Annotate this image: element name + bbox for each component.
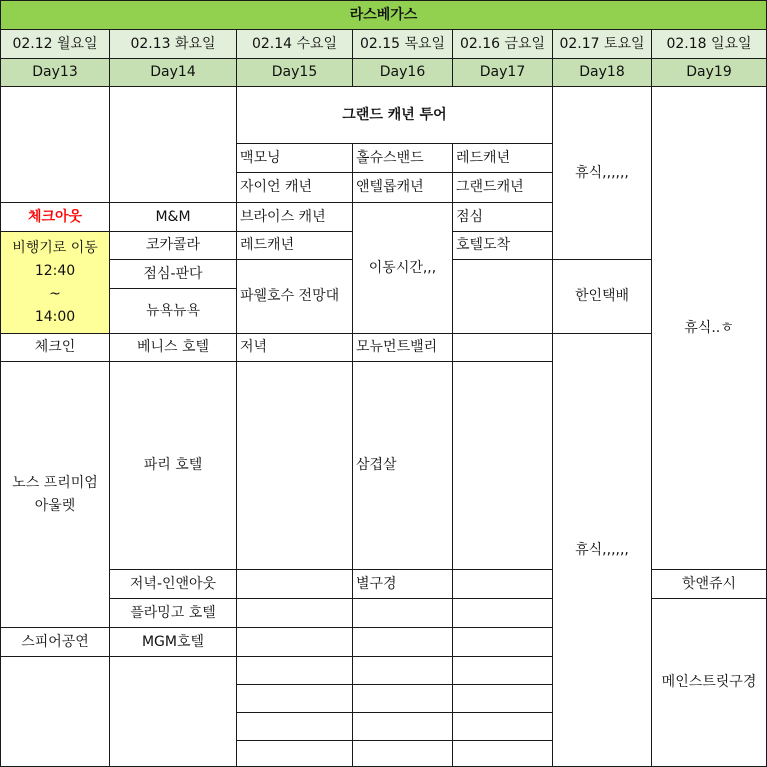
day16-empty-cell bbox=[353, 628, 453, 657]
day15-empty-cell bbox=[237, 628, 353, 657]
date-header: 02.14 수요일 bbox=[237, 30, 353, 59]
day15-empty-cell bbox=[237, 599, 353, 628]
flight-depart: 12:40 bbox=[34, 262, 76, 279]
day13-empty-cell bbox=[1, 657, 110, 767]
day-header: Day18 bbox=[553, 59, 652, 87]
day14-dinner: 저녁-인앤아웃 bbox=[110, 570, 237, 599]
page-title: 라스베가스 bbox=[1, 1, 767, 30]
day16-antelope: 앤텔롭캐년 bbox=[353, 173, 453, 203]
day16-empty-cell bbox=[353, 657, 453, 685]
day19-rest: 휴식..ㅎ bbox=[652, 87, 767, 570]
date-header: 02.17 토요일 bbox=[553, 30, 652, 59]
day-header: Day13 bbox=[1, 59, 110, 87]
day15-empty-cell bbox=[237, 570, 353, 599]
grand-canyon-tour-banner: 그랜드 캐년 투어 bbox=[237, 87, 553, 144]
day18-delivery: 한인택배 bbox=[553, 260, 652, 334]
day18-rest-1: 휴식,,,,,, bbox=[553, 87, 652, 260]
day17-lunch: 점심 bbox=[453, 203, 553, 232]
date-header: 02.15 목요일 bbox=[353, 30, 453, 59]
day15-empty-cell bbox=[237, 685, 353, 713]
flight-tilde: ~ bbox=[49, 285, 61, 302]
day-header: Day19 bbox=[652, 59, 767, 87]
day17-empty-cell bbox=[453, 334, 553, 362]
day14-mm: M&M bbox=[110, 203, 237, 232]
day15-empty-cell bbox=[237, 657, 353, 685]
day14-cocacola: 코카콜라 bbox=[110, 232, 237, 260]
day19-hotnjuicy: 핫앤쥬시 bbox=[652, 570, 767, 599]
date-header: 02.16 금요일 bbox=[453, 30, 553, 59]
day15-bryce: 브라이스 캐년 bbox=[237, 203, 353, 232]
day14-lunch: 점심-판다 bbox=[110, 260, 237, 289]
day-header: Day15 bbox=[237, 59, 353, 87]
day-header: Day17 bbox=[453, 59, 553, 87]
outlet-line-1: 노스 프리미엄 bbox=[12, 474, 98, 491]
day13-empty-cell bbox=[1, 87, 110, 203]
day16-empty-cell bbox=[353, 685, 453, 713]
day13-outlet bbox=[1, 362, 110, 628]
day13-checkout: 체크아웃 bbox=[1, 203, 110, 232]
day17-empty-cell bbox=[453, 599, 553, 628]
date-header: 02.12 월요일 bbox=[1, 30, 110, 59]
outlet-line-2: 아울렛 bbox=[34, 497, 76, 514]
day17-empty-cell bbox=[453, 362, 553, 570]
day16-moving-time: 이동시간,,, bbox=[353, 203, 453, 334]
day15-redcanyon: 레드캐년 bbox=[237, 232, 353, 260]
day17-empty-cell bbox=[453, 657, 553, 685]
day14-venice: 베니스 호텔 bbox=[110, 334, 237, 362]
day18-rest-2: 휴식,,,,,, bbox=[553, 334, 652, 767]
day17-redcanyon: 레드캐년 bbox=[453, 144, 553, 173]
day15-zion: 자이언 캐년 bbox=[237, 173, 353, 203]
day14-paris: 파리 호텔 bbox=[110, 362, 237, 570]
day15-empty-cell bbox=[237, 362, 353, 570]
flight-label: 비행기로 이동 bbox=[12, 239, 98, 256]
day16-empty-cell bbox=[353, 741, 453, 767]
date-header: 02.18 일요일 bbox=[652, 30, 767, 59]
day13-show: 스피어공연 bbox=[1, 628, 110, 657]
day13-checkin: 체크인 bbox=[1, 334, 110, 362]
date-header: 02.13 화요일 bbox=[110, 30, 237, 59]
day-header: Day14 bbox=[110, 59, 237, 87]
day14-empty-cell bbox=[110, 87, 237, 203]
day14-empty-cell bbox=[110, 657, 237, 767]
day14-nynewyork: 뉴욕뉴욕 bbox=[110, 289, 237, 334]
day16-empty-cell bbox=[353, 713, 453, 741]
day16-monument: 모뉴먼트밸리 bbox=[353, 334, 453, 362]
flight-arrive: 14:00 bbox=[34, 308, 76, 325]
day16-samgyeopsal: 삼겹살 bbox=[353, 362, 453, 570]
day17-empty-cell bbox=[453, 570, 553, 599]
day17-empty-cell bbox=[453, 741, 553, 767]
day17-empty-cell bbox=[453, 685, 553, 713]
day16-empty-cell bbox=[353, 599, 453, 628]
day16-stars: 별구경 bbox=[353, 570, 453, 599]
day14-flamingo: 플라밍고 호텔 bbox=[110, 599, 237, 628]
day17-empty-cell bbox=[453, 260, 553, 334]
day-header: Day16 bbox=[353, 59, 453, 87]
day14-mgm: MGM호텔 bbox=[110, 628, 237, 657]
day17-empty-cell bbox=[453, 628, 553, 657]
day15-mcmorning: 맥모닝 bbox=[237, 144, 353, 173]
day15-empty-cell bbox=[237, 741, 353, 767]
day19-mainstreet: 메인스트릿구경 bbox=[652, 599, 767, 767]
day17-grandcanyon: 그랜드캐년 bbox=[453, 173, 553, 203]
day17-empty-cell bbox=[453, 713, 553, 741]
day15-powell: 파웰호수 전망대 bbox=[237, 260, 353, 334]
day15-dinner: 저녁 bbox=[237, 334, 353, 362]
day13-flight-cell bbox=[1, 232, 110, 334]
day15-empty-cell bbox=[237, 713, 353, 741]
day16-horseshoe: 홀슈스밴드 bbox=[353, 144, 453, 173]
day17-hotel-arrival: 호텔도착 bbox=[453, 232, 553, 260]
